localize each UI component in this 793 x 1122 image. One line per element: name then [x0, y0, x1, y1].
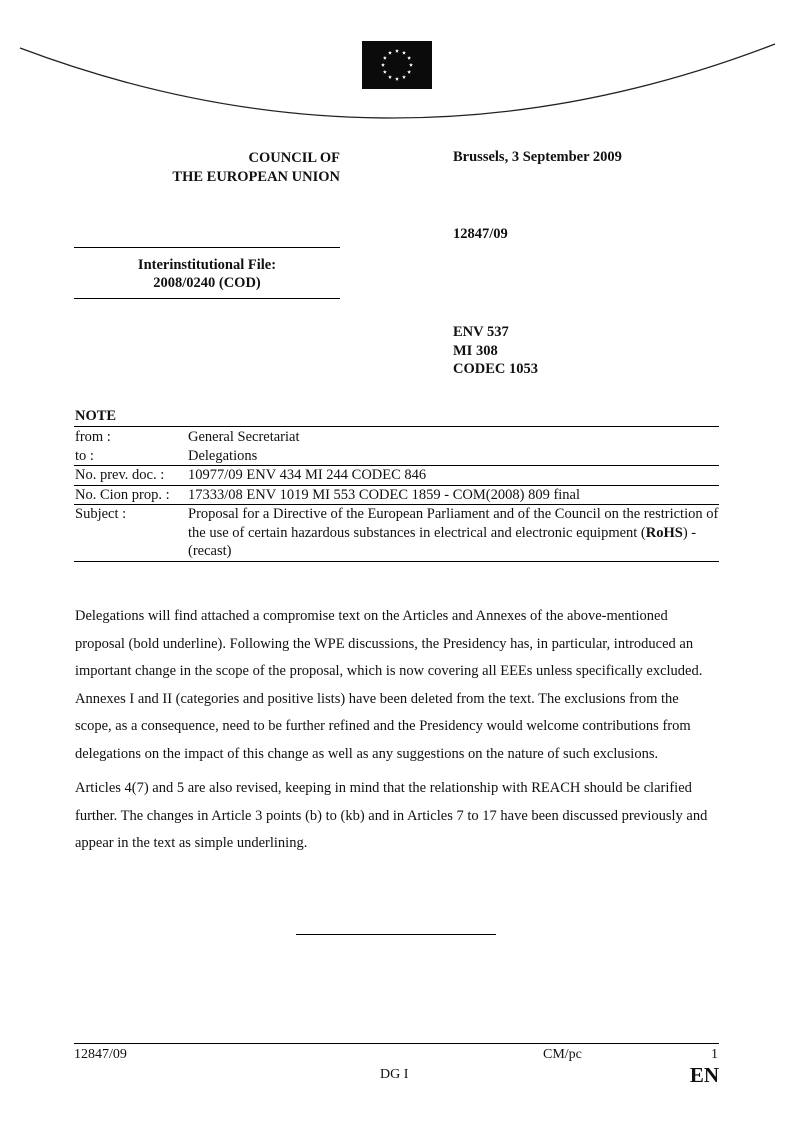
star-icon	[395, 49, 399, 53]
footer-rule	[74, 1043, 719, 1044]
star-icon	[407, 70, 411, 74]
council-name	[120, 149, 340, 187]
note-table	[74, 426, 719, 562]
to-value: Delegations	[188, 447, 258, 464]
footer-doc-number: 12847/09	[74, 1047, 127, 1062]
cion-prop-label: No. Cion prop. :	[75, 486, 170, 503]
star-icon	[388, 51, 392, 55]
from-label: from :	[75, 429, 111, 445]
document-number: 12847/09	[453, 226, 508, 242]
subject-acronym: RoHS	[645, 524, 683, 541]
body-text	[75, 603, 715, 865]
star-icon	[402, 75, 406, 79]
star-icon	[409, 63, 413, 67]
star-icon	[407, 56, 411, 60]
star-icon	[383, 70, 387, 74]
footer-page-number: 1	[711, 1047, 718, 1062]
interinstitutional-file-box	[74, 247, 340, 299]
prev-doc-value: 10977/09 ENV 434 MI 244 CODEC 846	[188, 467, 427, 483]
prev-doc-label: No. prev. doc. :	[75, 467, 165, 483]
cion-prop-value: 17333/08 ENV 1019 MI 553 CODEC 1859 - COM(2008) 809 final	[188, 486, 581, 503]
note-title: NOTE	[75, 408, 117, 424]
code-mi: MI 308	[453, 342, 498, 359]
star-icon	[388, 75, 392, 79]
code-codec: CODEC 1053	[453, 361, 538, 377]
footer-language: EN	[689, 1063, 719, 1087]
note-row-to	[74, 447, 719, 466]
classification-codes	[453, 323, 538, 379]
document-date: Brussels, 3 September 2009	[453, 149, 622, 165]
to-label: to :	[75, 447, 94, 464]
subject-value	[188, 505, 719, 561]
subject-label: Subject :	[75, 506, 127, 522]
note-row-prev-doc	[74, 465, 719, 485]
star-icon	[395, 77, 399, 81]
star-icon	[381, 63, 385, 67]
council-line-2: THE EUROPEAN UNION	[172, 169, 340, 185]
star-icon	[402, 51, 406, 55]
subject-suffix: ) - (recast)	[188, 524, 697, 559]
council-line-1: COUNCIL OF	[248, 150, 340, 166]
note-row-from	[74, 426, 719, 447]
paragraph-1: Delegations will find attached a compromise text on the Articles and Annexes of the above-mentioned proposal (bold underline). Following the WPE discussions, the Presidency has, in particular, introduced an important change in the scope of the proposal, which is now covering all EEEs unless specifically excluded. Annexes I and II (categories and positive lists) have been deleted from the text. The exclusions from the scope, as a consequence, need to be further refined and the Presidency would welcome contributions from delegations on the impact of this change as well as any suggestions on the nature of such exclusions.	[75, 608, 703, 762]
note-row-subject	[74, 504, 719, 562]
from-value: General Secretariat	[188, 429, 300, 445]
star-icon	[383, 56, 387, 60]
eu-flag-icon	[362, 41, 432, 89]
code-env: ENV 537	[453, 324, 509, 340]
interinstitutional-ref: 2008/0240 (COD)	[153, 275, 261, 291]
note-row-cion-prop	[74, 485, 719, 505]
interinstitutional-label: Interinstitutional File:	[137, 257, 277, 273]
subject-text: Proposal for a Directive of the European Parliament and of the Council on the restriction of the use of certain hazardous substances in electrical and electronic equipment (	[188, 506, 719, 541]
paragraph-2: Articles 4(7) and 5 are also revised, keeping in mind that the relationship with REACH should be clarified further. The changes in Article 3 points (b) to (kb) and in Articles 7 to 17 have been discussed previously and appear in the text as simple underlining.	[75, 780, 708, 851]
footer-dg: DG I	[380, 1067, 409, 1082]
end-separator	[296, 934, 496, 935]
footer-initials: CM/pc	[543, 1047, 582, 1062]
